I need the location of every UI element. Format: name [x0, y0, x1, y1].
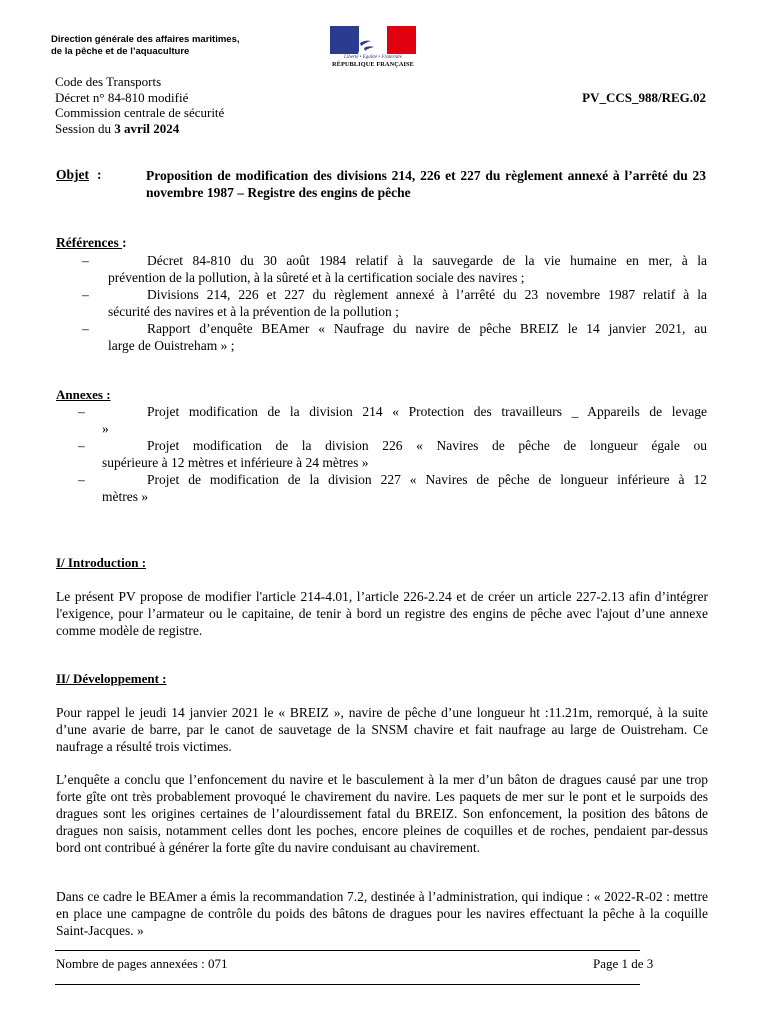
- meta-line-commission: Commission centrale de sécurité: [55, 105, 225, 120]
- references-colon: :: [122, 235, 127, 250]
- reference-code: PV_CCS_988/REG.02: [582, 90, 706, 105]
- list-item-text: Projet de modification de la division 227 « Navires de pêche de longueur inférieure à 12: [147, 472, 707, 487]
- developpement-heading: II/ Développement :: [56, 671, 167, 686]
- introduction-heading: I/ Introduction :: [56, 555, 147, 570]
- annexes-list: [56, 403, 708, 513]
- list-item-text: Projet modification de la division 214 « Protection des travailleurs _ Appareils de levage: [147, 404, 707, 419]
- developpement-paragraph-1: Pour rappel le jeudi 14 janvier 2021 le « BREIZ », navire de pêche d’une longueur ht :11.21m, remorqué, à la suite d’une avarie de barre, par le canot de sauvetage de la SNSM chavire et fait naufrage au large de Ouistreham. Ce naufrage a résulté trois victimes.: [56, 705, 708, 754]
- objet-text: Proposition de modification des divisions 214, 226 et 227 du règlement annexé à l’arrêté du 23 novembre 1987 – Registre des engins de pêche: [146, 168, 706, 200]
- list-dash: –: [78, 438, 85, 453]
- agency-line-1: Direction générale des affaires maritimes,: [51, 34, 240, 45]
- document-meta: [55, 74, 224, 136]
- list-dash: –: [82, 287, 89, 302]
- objet-label: Objet: [56, 167, 89, 182]
- list-item-text: Décret 84-810 du 30 août 1984 relatif à la sauvegarde de la vie humaine en mer, à la: [147, 253, 707, 268]
- list-dash: –: [78, 404, 85, 419]
- list-dash: –: [82, 321, 89, 336]
- logo-republic-text: RÉPUBLIQUE FRANÇAISE: [332, 61, 414, 68]
- list-item-text: Divisions 214, 226 et 227 du règlement annexé à l’arrêté du 23 novembre 1987 relatif à la: [147, 287, 707, 302]
- list-item-continuation: sécurité des navires et à la prévention de la pollution ;: [108, 304, 399, 319]
- footer-page-number: Page 1 de 3: [593, 956, 654, 971]
- footer-rule-top: [55, 950, 640, 951]
- marianne-logo-icon: [330, 26, 420, 78]
- footer-rule-bottom: [55, 984, 640, 985]
- marianne-profile-icon: [330, 26, 416, 54]
- list-item-continuation: prévention de la pollution, à la sûreté et à la certification sociale des navires ;: [108, 270, 525, 285]
- meta-line-session: [55, 121, 224, 137]
- list-item-text: Rapport d’enquête BEAmer « Naufrage du navire de pêche BREIZ le 14 janvier 2021, au: [147, 321, 707, 336]
- session-date: 3 avril 2024: [114, 120, 180, 136]
- references-label: Références: [56, 235, 123, 250]
- footer-annex-pages: Nombre de pages annexées : 071: [56, 956, 228, 971]
- meta-line-code: Code des Transports: [55, 74, 162, 89]
- list-item-continuation: »: [102, 421, 109, 436]
- developpement-paragraph-3: Dans ce cadre le BEAmer a émis la recommandation 7.2, destinée à l’administration, qui indique : « 2022-R-02 : mettre en place une campagne de contrôle du poids des bâtons de dragues pour les navires effectuant la pêche à la coquille Saint-Jacques. »: [56, 889, 708, 938]
- list-item-text: Projet modification de la division 226 « Navires de pêche de longueur égale ou: [147, 438, 707, 453]
- list-dash: –: [82, 253, 89, 268]
- references-list: [56, 252, 708, 362]
- objet-colon: :: [97, 167, 102, 182]
- tricolor-flag: [330, 26, 416, 54]
- list-item-continuation: supérieure à 12 mètres et inférieure à 24 mètres »: [102, 455, 369, 470]
- session-prefix: Session du: [55, 120, 115, 136]
- agency-name: [51, 34, 291, 58]
- list-item-continuation: mètres »: [102, 489, 149, 504]
- annexes-label: Annexes :: [56, 387, 111, 402]
- introduction-paragraph: Le présent PV propose de modifier l'article 214-4.01, l’article 226-2.24 et de créer un article 227-2.13 afin d’intégrer l'exigence, pour l’armateur ou le capitaine, de tenir à bord un registre des engins de pêche avec l'ajout d’une annexe comme modèle de registre.: [56, 589, 708, 638]
- logo-motto: Liberté • Égalité • Fraternité: [344, 55, 402, 60]
- meta-line-decret: Décret n° 84-810 modifié: [55, 89, 189, 105]
- references-heading: [56, 235, 127, 251]
- list-dash: –: [78, 472, 85, 487]
- list-item-continuation: large de Ouistreham » ;: [108, 338, 235, 353]
- agency-line-2: de la pêche et de l’aquaculture: [51, 46, 190, 57]
- developpement-paragraph-2: L’enquête a conclu que l’enfoncement du navire et le basculement à la mer d’un bâton de dragues causé par une trop forte gîte ont très probablement provoqué le chavirement du navire. Les paquets de mer sur le pont et le surpoids des dragues sont les origines certaines de l’alourdissement fatal du BREIZ. Son enfoncement, la position des bâtons de dragues non saisis, notamment celles dont les poches, encore pleines de coquilles et de roches, pendaient par-dessus bord ont contribué à générer la forte gîte du navire conduisant au chavirement.: [56, 772, 708, 855]
